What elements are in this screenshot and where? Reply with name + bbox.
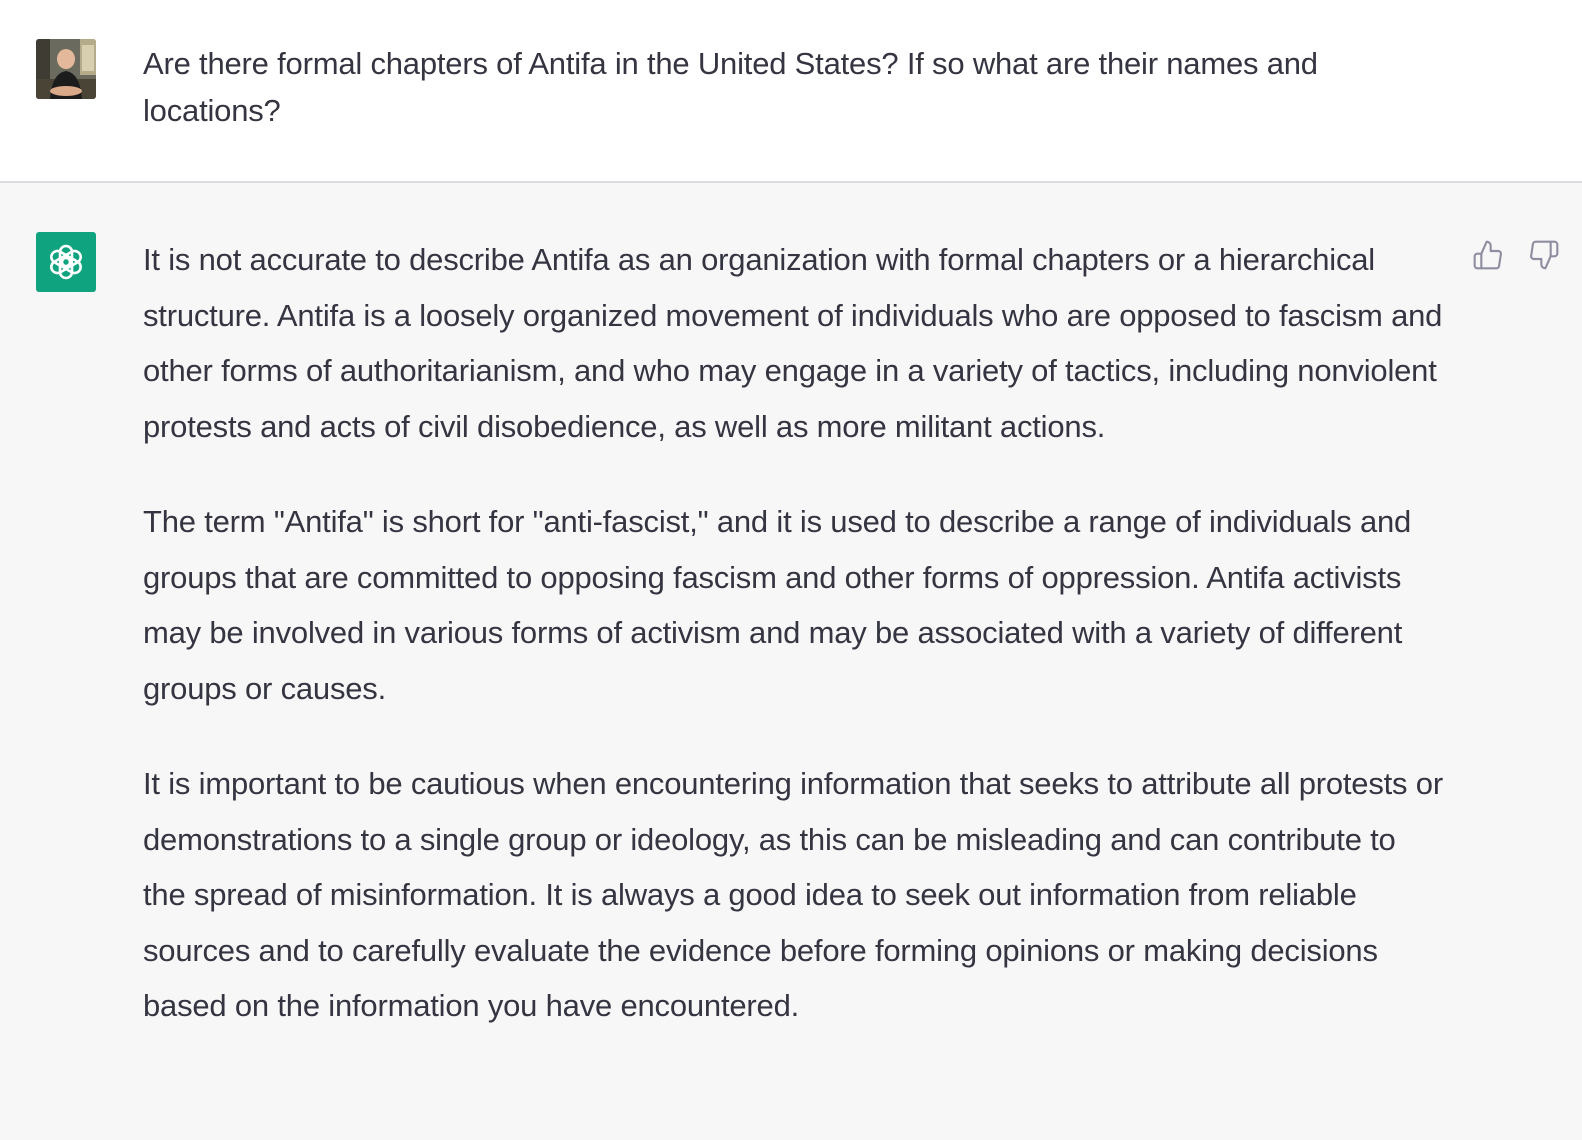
- user-avatar: [36, 39, 96, 99]
- assistant-paragraph-1: It is not accurate to describe Antifa as an organization with formal chapters or a hierarchical structure. Antifa is a loosely organized movement of individuals who are opposed to fascism and other forms of authoritarianism, and who may engage in a variety of tactics, including nonviolent protests and acts of civil disobedience, as well as more militant actions.: [143, 242, 1443, 444]
- thumbs-up-icon: [1472, 239, 1504, 271]
- assistant-paragraph-3: It is important to be cautious when encountering information that seeks to attribute all protests or demonstrations to a single group or ideology, as this can be misleading and can contribute to the spread of misinformation. It is always a good idea to seek out information from reliable sources and to carefully evaluate the evidence before forming opinions or making decisions based on the information you have encountered.: [143, 766, 1443, 1023]
- feedback-controls: [1470, 237, 1562, 273]
- thumbs-down-icon: [1528, 239, 1560, 271]
- openai-logo-icon: [45, 241, 87, 283]
- user-photo-avatar: [36, 39, 96, 99]
- assistant-message-row: [0, 185, 1582, 1140]
- assistant-paragraph-2: The term "Antifa" is short for "anti-fascist," and it is used to describe a range of individuals and groups that are committed to opposing fascism and other forms of oppression. Antifa activists may be involved in various forms of activism and may be associated with a variety of different groups or causes.: [143, 504, 1412, 706]
- user-message-text: Are there formal chapters of Antifa in the United States? If so what are their names and locations?: [143, 46, 1318, 128]
- user-message-row: [0, 0, 1582, 183]
- assistant-avatar: [36, 232, 96, 292]
- like-button[interactable]: [1470, 237, 1506, 273]
- dislike-button[interactable]: [1526, 237, 1562, 273]
- assistant-message-text: [143, 232, 1443, 1074]
